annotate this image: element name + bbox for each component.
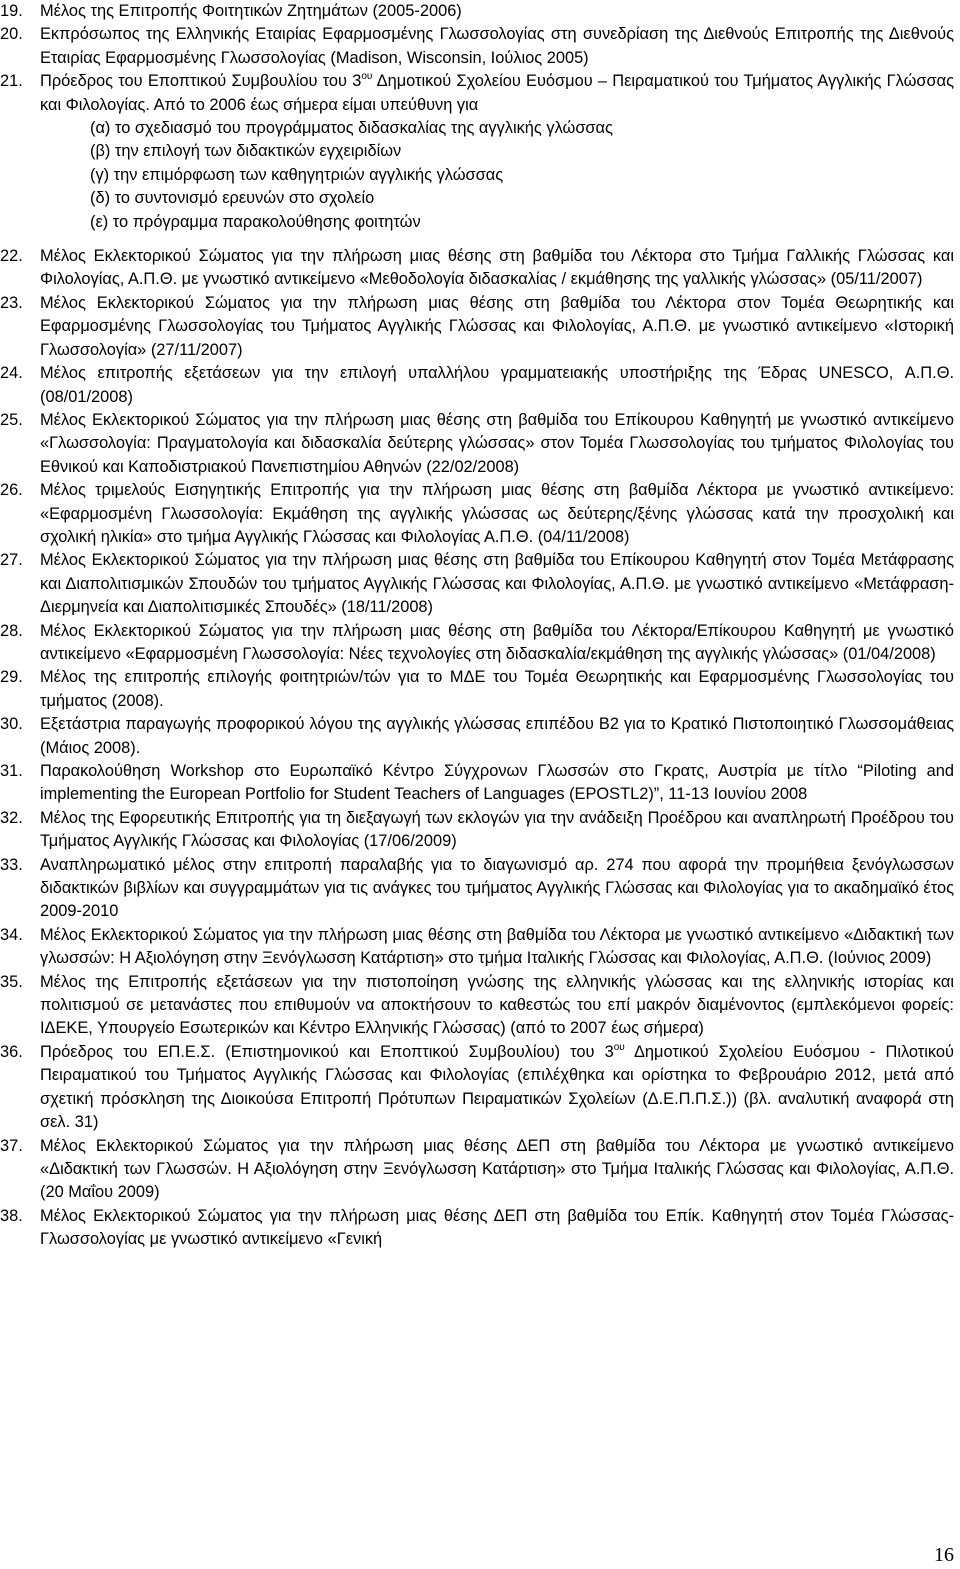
item-number: 28.	[0, 621, 23, 640]
item-text: Μέλος της επιτροπής επιλογής φοιτητριών/τών για το ΜΔΕ του Τομέα Θεωρητικής και Εφαρμοσμένης Γλωσσολογίας του τμήματος (2008).	[40, 668, 954, 710]
list-item	[0, 971, 960, 1041]
spacer	[0, 234, 960, 245]
item-number: 31.	[0, 762, 23, 780]
item-number: 34.	[0, 925, 23, 944]
item-text: Μέλος Εκλεκτορικού Σώματος για την πλήρωση μιας θέσης στη βαθμίδα του Επίκουρου Καθηγητή με γνωστικό αντικείμενο «Γλωσσολογία: Πραγματολογία και διδασκαλία δεύτερης γλώσσας» στον Τομέα Γλωσσολογίας του τμήματος Φιλολογίας του Εθνικού και Καποδιστριακού Πανεπιστημίου Αθηνών (22/02/2008)	[40, 410, 954, 476]
sub-item: (ε) το πρόγραμμα παρακολούθησης φοιτητών	[90, 212, 421, 231]
list-item	[0, 245, 960, 292]
list-item	[0, 620, 960, 667]
item-text: Μέλος Εκλεκτορικού Σώματος για την πλήρωση μιας θέσης στη βαθμίδα του Λέκτορα με γνωστικό αντικείμενο «Διδακτική των γλωσσών: Η Αξιολόγηση στην Ξενόγλωσση Κατάρτιση» στο τμήμα Ιταλικής Γλώσσας και Φιλολογίας, Α.Π.Θ. (Ιούνιος 2009)	[40, 925, 954, 968]
list-item	[0, 1205, 960, 1252]
list-item	[0, 924, 960, 971]
item-number: 22.	[0, 247, 23, 266]
item-text-part-b: Δημοτικού Σχολείου Ευόσμου – Πειραματικού του Τμήματος Αγγλικής Γλώσσας και Φιλολογίας. Από το 2006 έως σήμερα είμαι υπεύθυνη για	[40, 72, 954, 114]
item-text: Μέλος Εκλεκτορικού Σώματος για την πλήρωση μιας θέσης ΔΕΠ στη βαθμίδα του Λέκτορα με γνωστικό αντικείμενο «Διδακτική των Γλωσσών. Η Αξιολόγηση στην Ξενόγλωσση Κατάρτιση» στο Τμήμα Ιταλικής Γλώσσας και Φιλολογίας, Α.Π.Θ. (20 Μαΐου 2009)	[40, 1136, 954, 1202]
item-number: 25.	[0, 410, 23, 429]
item-number: 27.	[0, 551, 23, 570]
list-item	[0, 854, 960, 924]
item-number: 21.	[0, 72, 23, 91]
item-text: Μέλος της Επιτροπής Φοιτητικών Ζητημάτων (2005-2006)	[40, 2, 462, 20]
item-text: Παρακολούθηση Workshop στο Ευρωπαϊκό Κέντρο Σύγχρονων Γλωσσών στο Γκρατς, Αυστρία με τίτλο “Piloting and implementing the European Portfolio for Student Teachers of Languages (EPOSTL2)”, 11-13 Ιουνίου 2008	[40, 762, 954, 804]
item-number: 29.	[0, 668, 23, 687]
page-number: 16	[934, 1544, 954, 1566]
list-item	[0, 807, 960, 854]
list-item	[0, 479, 960, 549]
item-text: Μέλος της Επιτροπής εξετάσεων για την πιστοποίηση γνώσης της ελληνικής γλώσσας και της ελληνικής ιστορίας και πολιτισμού σε μετανάστες που επιθυμούν να αποκτήσουν το καθεστώς του επί μακρόν διαμένοντος (εμπλεκόμενοι φορείς: ΙΔΕΚΕ, Υπουργείο Εσωτερικών και Κέντρο Ελληνικής Γλώσσας) (από το 2007 έως σήμερα)	[40, 972, 954, 1038]
item-number: 38.	[0, 1206, 23, 1225]
item-text: Μέλος Εκλεκτορικού Σώματος για την πλήρωση μιας θέσης ΔΕΠ στη βαθμίδα του Επίκ. Καθηγητή στον Τομέα Γλώσσας-Γλωσσολογίας με γνωστικό αντικείμενο «Γενική	[40, 1206, 954, 1249]
list-item	[0, 666, 960, 713]
item-text: Μέλος επιτροπής εξετάσεων για την επιλογή υπαλλήλου γραμματειακής υποστήριξης της Έδρας UNESCO, Α.Π.Θ. (08/01/2008)	[40, 364, 954, 406]
item-number: 35.	[0, 972, 23, 991]
sub-item: (α) το σχεδιασμό του προγράμματος διδασκαλίας της αγγλικής γλώσσας	[90, 119, 613, 138]
list-item	[0, 549, 960, 619]
list-item	[0, 409, 960, 479]
item-text-part-a: Πρόεδρος του Εποπτικού Συμβουλίου του 3	[40, 72, 362, 91]
superscript-ordinal: ου	[361, 71, 373, 83]
item-text: Εξετάστρια παραγωγής προφορικού λόγου της αγγλικής γλώσσας επιπέδου Β2 για το Κρατικό Πιστοποιητικό Γλωσσομάθειας (Μάιος 2008).	[40, 715, 954, 757]
sub-item: (γ) την επιμόρφωση των καθηγητριών αγγλικής γλώσσας	[90, 165, 504, 184]
list-item	[0, 70, 960, 234]
item-text: Μέλος Εκλεκτορικού Σώματος για την πλήρωση μιας θέσης στη βαθμίδα του Επίκουρου Καθηγητή στον Τομέα Μετάφρασης και Διαπολιτισμικών Σπουδών του τμήματος Αγγλικής Γλώσσας και Φιλολογίας, Α.Π.Θ. με γνωστικό αντικείμενο «Μετάφραση-Διερμηνεία και Διαπολιτισμικές Σπουδές» (18/11/2008)	[40, 551, 954, 617]
item-number: 30.	[0, 715, 23, 734]
sub-item: (δ) το συντονισμό ερευνών στο σχολείο	[90, 189, 375, 208]
item-text: Μέλος Εκλεκτορικού Σώματος για την πλήρωση μιας θέσης στη βαθμίδα του Λέκτορα/Επίκουρου Καθηγητή με γνωστικό αντικείμενο «Εφαρμοσμένη Γλωσσολογία: Νέες τεχνολογίες στη διδασκαλία/εκμάθηση της αγγλικής γλώσσας» (01/04/2008)	[40, 621, 954, 663]
item-number: 23.	[0, 293, 23, 312]
item-text: Μέλος τριμελούς Εισηγητικής Επιτροπής για την πλήρωση μιας θέσης στη βαθμίδα Λέκτορα με γνωστικό αντικείμενο: «Εφαρμοσμένη Γλωσσολογία: Εκμάθηση της αγγλικής γλώσσας ως δεύτερης/ξένης γλώσσας κατά την προσχολική και σχολική ηλικία» στο τμήμα Αγγλικής Γλώσσας και Φιλολογίας Α.Π.Θ. (04/11/2008)	[40, 481, 954, 546]
item-text: Εκπρόσωπος της Ελληνικής Εταιρίας Εφαρμοσμένης Γλωσσολογίας στη συνεδρίαση της Διεθνούς Επιτροπής της Διεθνούς Εταιρίας Εφαρμοσμένης Γλωσσολογίας (Madison, Wisconsin, Ιούλιος 2005)	[40, 25, 954, 67]
item-text: Αναπληρωματικό μέλος στην επιτροπή παραλαβής για το διαγωνισμό αρ. 274 που αφορά την προμήθεια ξενόγλωσσων διδακτικών βιβλίων και συγγραμμάτων για τις ανάγκες του τμήματος Αγγλικής Γλώσσας και Φιλολογίας για το ακαδημαϊκό έτος 2009-2010	[40, 855, 954, 921]
list-item	[0, 0, 960, 23]
item-number: 20.	[0, 25, 23, 44]
list-item	[0, 362, 960, 409]
list-item	[0, 1041, 960, 1135]
list-item	[0, 1135, 960, 1205]
list-item	[0, 23, 960, 70]
item-number: 32.	[0, 808, 23, 827]
list-item	[0, 760, 960, 807]
item-text: Μέλος Εκλεκτορικού Σώματος για την πλήρωση μιας θέσης στη βαθμίδα του Λέκτορα στο Τμήμα Γαλλικής Γλώσσας και Φιλολογίας, Α.Π.Θ. με γνωστικό αντικείμενο «Μεθοδολογία διδασκαλίας / εκμάθησης της γαλλικής γλώσσας» (05/11/2007)	[40, 247, 954, 289]
item-text: Μέλος της Εφορευτικής Επιτροπής για τη διεξαγωγή των εκλογών για την ανάδειξη Προέδρου και αναπληρωτή Προέδρου του Τμήματος Αγγλικής Γλώσσας και Φιλολογίας (17/06/2009)	[40, 808, 954, 851]
item-number: 24.	[0, 364, 23, 383]
item-number: 37.	[0, 1136, 23, 1155]
superscript-ordinal: ου	[613, 1041, 625, 1053]
list-item	[0, 713, 960, 760]
item-text-part-b: Δημοτικού Σχολείου Ευόσμου - Πιλοτικού Πειραματικού του Τμήματος Αγγλικής Γλώσσας και Φιλολογίας (επιλέχθηκα και ορίστηκα το Φεβρουάριο 2012, μετά από σχετική πρόσκληση της Διοικούσα Επιτροπή Πρότυπων Πειραματικών Σχολείων (Δ.Ε.Π.Π.Σ.)) (βλ. αναλυτική αναφορά στη σελ. 31)	[40, 1042, 954, 1132]
item-number: 36.	[0, 1042, 23, 1061]
sub-item: (β) την επιλογή των διδακτικών εγχειριδίων	[90, 142, 402, 161]
list-item	[0, 292, 960, 362]
item-number: 19.	[0, 2, 23, 20]
item-text: Μέλος Εκλεκτορικού Σώματος για την πλήρωση μιας θέσης στη βαθμίδα του Λέκτορα στον Τομέα Θεωρητικής και Εφαρμοσμένης Γλωσσολογίας του Τμήματος Αγγλικής Γλώσσας και Φιλολογίας, Α.Π.Θ. με γνωστικό αντικείμενο «Ιστορική Γλωσσολογία» (27/11/2007)	[40, 293, 954, 359]
item-text-part-a: Πρόεδρος του ΕΠ.Ε.Σ. (Επιστημονικού και Εποπτικού Συμβουλίου) του 3	[40, 1042, 614, 1061]
item-number: 33.	[0, 855, 23, 874]
item-number: 26.	[0, 481, 23, 500]
